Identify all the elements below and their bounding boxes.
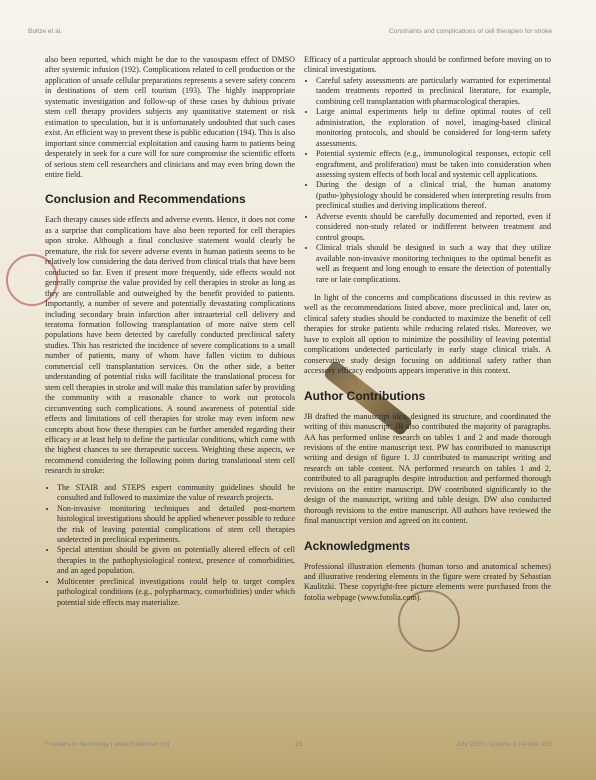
footer-page-number: 15: [295, 741, 303, 748]
acknowledgments-text: Professional illustration elements (human torso and anatomical schemes) and illustrative rendering elements in the figure were created by Sebastian Kaulitzki. These copyright-free picture elements were purchased from the fotolia webpage (www.fotolia.com).: [304, 561, 551, 602]
section-heading-conclusion: Conclusion and Recommendations: [45, 192, 246, 207]
intro-paragraph: also been reported, which might be due to the vasospasm effect of DMSO after systemic infusion (192). Complications related to cell production or the application of unsafe cellular preparations represents a severe safety concern in destinations of stem cell tourism (193). The highly inappropriate systematic investigation and follow-up of these cases by dubious private stem cell therapy providers subjects any quantitative statement or risk estimation to speculation, but it is unfortunately undoubted that such cases exist. An efficient way to prevent these is public education (194). This is also important since commercial exploitation and causing harm to patients being desperately in seek for a cure will for sure compromise the scientific efforts of serious stem cell researchers and clinicians and may even bring down the entire field.: [45, 55, 295, 179]
running-header: [28, 28, 552, 40]
continued-paragraph: Efficacy of a particular approach should be confirmed before moving on to clinical investigations.: [304, 55, 551, 75]
list-item: • Adverse events should be carefully documented and reported, even if considered non-study related or indifferent between treatment and control groups.: [316, 212, 551, 243]
list-item: • Multicenter preclinical investigations could help to target complex pathological conditions (e.g., polypharmacy, comorbidities) under which potential side effects may materialize.: [57, 577, 295, 608]
recommendations-list: [45, 483, 295, 608]
page-footer: [45, 741, 552, 751]
section-heading-author-contributions: Author Contributions: [304, 388, 426, 403]
recommendations-list-continued: [304, 76, 551, 285]
list-item: • Non-invasive monitoring techniques and detailed post-mortem histological investigations should be applied whenever possible to reduce the risk of leaving potential complications of stem cell therapies undetected in preclinical experiments.: [57, 504, 295, 546]
list-item: • The STAIR and STEPS expert community guidelines should be consulted and followed to maximize the value of research projects.: [57, 483, 295, 504]
section-heading-acknowledgments: Acknowledgments: [304, 538, 411, 553]
author-contributions-text: JB drafted the manuscript idea, designed its structure, and coordinated the writing of this manuscript; JB also contributed the majority of paragraphs. AA has performed online research on tables 1 and 2 and made thorough revisions of the entire manuscript text. PW has contributed to manuscript writing and design of figure 1. JJ contributed to manuscript writing and research on table content. NA performed research on tables 1 and 2, contributed to all paragraphs despite introduction and performed thorough revisions on the entire manuscript. DW contributed significantly to the design of the manuscript, writing and table design. DW also conducted thorough revisions to the entire manuscript. All authors have reviewed the final manuscript version and agreed on its content.: [304, 411, 551, 526]
summary-paragraph: In light of the concerns and complications discussed in this review as well as the recommendations listed above, more preclinical and, later on, clinical safety studies should be conducted to maximize the benefit of cell therapies for stroke patients while reducing related risks. Moreover, we have to exploit all option to minimize the possibility of leaving potential complications undetected particularly in early stage clinical trials. A conservative study design focusing on additional safety rather than accessory efficacy endpoints appears imperative in this context.: [304, 292, 551, 376]
header-title: Constraints and complications of cell therapies for stroke: [389, 28, 552, 35]
footer-issue: July 2015 | Volume 6 | Article 155: [456, 741, 552, 748]
list-item: • Clinical trials should be designed in such a way that they utilize available non-invasive monitoring techniques to the optimal benefit as well as frequent and long enough to ensure the detection of potentially rare or late complications.: [316, 243, 551, 285]
list-item: • Special attention should be given on potentially altered effects of cell therapies in the pathophysiological context, presence of comorbidities, and an aged population.: [57, 545, 295, 576]
list-item: • Large animal experiments help to define optimal routes of cell administration, the exploration of novel, imaging-based clinical monitoring protocols, and should be considered for long-term safety assessments.: [316, 107, 551, 149]
conclusion-paragraph: Each therapy causes side effects and adverse events. Hence, it does not come as a surprise that complications have also been reported for cell therapies upon stroke. Although a final conclusive statement would clearly be premature, the risk for severe adverse events in human patients seems to be relatively low considering the data derived from clinical trials that have been conducted so far. Even if present more frequently, side effects would not generally comprise the value provided by cell therapies in stroke as long as they are controllable and outweighed by the benefit provided to patients. Importantly, a number of severe and potentially devastating complications including secondary brain infarction after intraarterial cell delivery and teratoma formation following transplantation of more naïve stem cell populations have been detected by carefully conducted preclinical safety studies. This has restricted the incidence of severe complications to a small number of patients, many of whom have fallen victim to dubious commercial cell transplantation services. On the other side, a better understanding of potential risks will facilitate the translational process for stem cell therapies in stroke and will make this translation safer by providing the community with a reasonable chance to work out protocols circumventing such complications. A sound awareness of potential side effects and limitations of cell therapies for stroke may even inform new concepts about how these therapies can be further amended regarding their efficacy or at least help to define the particular conditions, which come with the highest chances to see therapeutic success. Weighting these aspects, we recommend considering the following points during translational stem cell research in stroke:: [45, 215, 295, 476]
header-author: Boltze et al.: [28, 28, 62, 35]
list-item: • Careful safety assessments are particularly warranted for experimental tandem treatments reported in preclinical literature, for example, combining cell transplantation with pharmacological therapies.: [316, 76, 551, 107]
right-column: [304, 55, 551, 603]
left-column: [45, 55, 295, 608]
footer-journal: Frontiers in Neurology | www.frontiersin.org: [45, 741, 170, 748]
list-item: • Potential systemic effects (e.g., immunological responses, ectopic cell engraftment, and proliferation) must be taken into consideration when assessing system effects of both local and systemic cell applications.: [316, 149, 551, 180]
list-item: • During the design of a clinical trial, the human anatomy (patho-)physiology should be considered when interpreting results from preclinical studies and deriving implications thereof.: [316, 180, 551, 211]
